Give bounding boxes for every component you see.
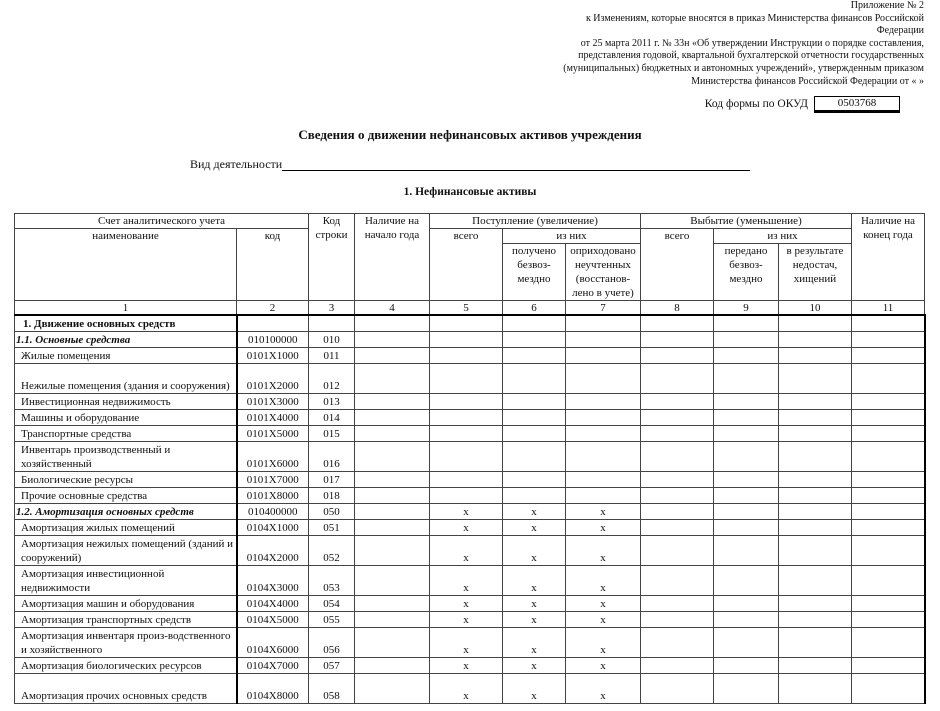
row-line-code: 012 [309, 364, 355, 394]
cell-increase-total[interactable]: х [430, 596, 503, 612]
cell-decrease-total[interactable] [641, 520, 714, 536]
table-row [15, 364, 925, 394]
header-unaccounted: оприходовано неучтенных (восстанов-лено в учете) [566, 244, 641, 301]
row-account-code: 010100000 [237, 332, 309, 348]
cell-end-balance[interactable] [852, 364, 925, 394]
cell-transferred-free[interactable] [714, 658, 779, 674]
cell-start-balance[interactable] [355, 332, 430, 348]
cell-increase-total[interactable] [430, 315, 503, 332]
cell-start-balance[interactable] [355, 442, 430, 472]
cell-shortages[interactable] [779, 488, 852, 504]
table-row [15, 612, 925, 628]
cell-received-free[interactable]: х [503, 674, 566, 704]
table-row [15, 596, 925, 612]
column-number: 9 [714, 301, 779, 316]
cell-increase-total[interactable] [430, 442, 503, 472]
column-numbers-row [15, 301, 925, 316]
cell-shortages[interactable] [779, 658, 852, 674]
row-name: 1.1. Основные средства [15, 332, 237, 348]
cell-increase-total[interactable]: х [430, 566, 503, 596]
row-name: Инвентарь производственный и хозяйственный [15, 442, 237, 472]
cell-shortages[interactable] [779, 364, 852, 394]
cell-shortages[interactable] [779, 612, 852, 628]
cell-start-balance[interactable] [355, 394, 430, 410]
cell-end-balance[interactable] [852, 596, 925, 612]
header-decrease: Выбытие (уменьшение) [641, 214, 852, 229]
cell-transferred-free[interactable] [714, 348, 779, 364]
table-row [15, 536, 925, 566]
header-increase-of-which: из них [503, 229, 641, 244]
cell-decrease-total[interactable] [641, 315, 714, 332]
header-increase: Поступление (увеличение) [430, 214, 641, 229]
cell-decrease-total[interactable] [641, 410, 714, 426]
cell-received-free[interactable] [503, 442, 566, 472]
cell-received-free[interactable]: х [503, 520, 566, 536]
header-line: к Изменениям, которые вносятся в приказ Министерства финансов Российской [585, 12, 924, 24]
cell-decrease-total[interactable] [641, 504, 714, 520]
row-account-code: 0101Х8000 [237, 488, 309, 504]
cell-received-free[interactable]: х [503, 504, 566, 520]
table-row [15, 348, 925, 364]
cell-end-balance[interactable] [852, 426, 925, 442]
cell-decrease-total[interactable] [641, 426, 714, 442]
cell-start-balance[interactable] [355, 628, 430, 658]
row-name: 1.2. Амортизация основных средств [15, 504, 237, 520]
cell-increase-total[interactable]: х [430, 536, 503, 566]
table-row [15, 442, 925, 472]
table-row [15, 566, 925, 596]
cell-unaccounted[interactable]: х [566, 566, 641, 596]
cell-shortages[interactable] [779, 332, 852, 348]
cell-start-balance[interactable] [355, 504, 430, 520]
cell-shortages[interactable] [779, 520, 852, 536]
cell-end-balance[interactable] [852, 520, 925, 536]
cell-decrease-total[interactable] [641, 442, 714, 472]
row-account-code: 0101Х3000 [237, 394, 309, 410]
row-line-code: 010 [309, 332, 355, 348]
cell-shortages[interactable] [779, 536, 852, 566]
cell-increase-total[interactable] [430, 472, 503, 488]
cell-start-balance[interactable] [355, 348, 430, 364]
okud-row [705, 97, 900, 111]
cell-unaccounted[interactable]: х [566, 674, 641, 704]
row-line-code: 013 [309, 394, 355, 410]
row-line-code [309, 315, 355, 332]
row-name: Амортизация нежилых помещений (зданий и сооружений) [15, 536, 237, 566]
cell-unaccounted[interactable]: х [566, 536, 641, 566]
row-account-code: 0101Х5000 [237, 426, 309, 442]
row-line-code: 050 [309, 504, 355, 520]
row-account-code: 0104Х2000 [237, 536, 309, 566]
row-account-code: 0104Х1000 [237, 520, 309, 536]
cell-transferred-free[interactable] [714, 394, 779, 410]
row-account-code: 0104Х6000 [237, 628, 309, 658]
cell-unaccounted[interactable]: х [566, 504, 641, 520]
cell-received-free[interactable] [503, 315, 566, 332]
cell-unaccounted[interactable] [566, 442, 641, 472]
cell-transferred-free[interactable] [714, 332, 779, 348]
cell-end-balance[interactable] [852, 566, 925, 596]
table-body [15, 315, 925, 704]
cell-decrease-total[interactable] [641, 394, 714, 410]
column-number: 7 [566, 301, 641, 316]
table-row [15, 315, 925, 332]
column-number: 4 [355, 301, 430, 316]
cell-transferred-free[interactable] [714, 472, 779, 488]
cell-unaccounted[interactable] [566, 315, 641, 332]
row-name: Прочие основные средства [15, 488, 237, 504]
header-name: наименование [15, 229, 237, 301]
table-row [15, 520, 925, 536]
cell-start-balance[interactable] [355, 612, 430, 628]
cell-transferred-free[interactable] [714, 520, 779, 536]
cell-unaccounted[interactable]: х [566, 658, 641, 674]
table-row [15, 426, 925, 442]
nonfinancial-assets-table [14, 213, 926, 704]
column-number: 2 [237, 301, 309, 316]
row-line-code: 052 [309, 536, 355, 566]
row-name: Транспортные средства [15, 426, 237, 442]
row-line-code: 056 [309, 628, 355, 658]
okud-code-field[interactable]: 0503768 [814, 96, 900, 113]
row-line-code: 011 [309, 348, 355, 364]
row-line-code: 058 [309, 674, 355, 704]
cell-end-balance[interactable] [852, 488, 925, 504]
row-line-code: 057 [309, 658, 355, 674]
cell-shortages[interactable] [779, 504, 852, 520]
table-row [15, 332, 925, 348]
cell-unaccounted[interactable] [566, 332, 641, 348]
cell-unaccounted[interactable] [566, 394, 641, 410]
column-number: 1 [15, 301, 237, 316]
cell-start-balance[interactable] [355, 596, 430, 612]
cell-unaccounted[interactable] [566, 364, 641, 394]
row-name: Амортизация жилых помещений [15, 520, 237, 536]
cell-transferred-free[interactable] [714, 488, 779, 504]
row-line-code: 051 [309, 520, 355, 536]
row-name: Амортизация биологических ресурсов [15, 658, 237, 674]
column-number: 3 [309, 301, 355, 316]
row-account-code: 0104Х5000 [237, 612, 309, 628]
cell-transferred-free[interactable] [714, 315, 779, 332]
cell-unaccounted[interactable]: х [566, 596, 641, 612]
cell-received-free[interactable]: х [503, 612, 566, 628]
cell-end-balance[interactable] [852, 504, 925, 520]
cell-start-balance[interactable] [355, 674, 430, 704]
table-row [15, 628, 925, 658]
header-increase-total: всего [430, 229, 503, 301]
row-account-code: 0104Х4000 [237, 596, 309, 612]
cell-increase-total[interactable]: х [430, 612, 503, 628]
cell-increase-total[interactable] [430, 348, 503, 364]
cell-shortages[interactable] [779, 472, 852, 488]
row-account-code: 0101Х6000 [237, 442, 309, 472]
row-name: Машины и оборудование [15, 410, 237, 426]
row-account-code: 0101Х1000 [237, 348, 309, 364]
cell-increase-total[interactable] [430, 364, 503, 394]
cell-increase-total[interactable] [430, 488, 503, 504]
cell-decrease-total[interactable] [641, 628, 714, 658]
header-line: Приложение № 2 [850, 0, 924, 11]
cell-end-balance[interactable] [852, 394, 925, 410]
cell-decrease-total[interactable] [641, 332, 714, 348]
cell-received-free[interactable]: х [503, 628, 566, 658]
cell-received-free[interactable]: х [503, 596, 566, 612]
row-account-code: 0101Х2000 [237, 364, 309, 394]
cell-decrease-total[interactable] [641, 364, 714, 394]
header-line-code: Код строки [309, 214, 355, 301]
cell-end-balance[interactable] [852, 472, 925, 488]
cell-end-balance[interactable] [852, 658, 925, 674]
cell-decrease-total[interactable] [641, 472, 714, 488]
cell-increase-total[interactable]: х [430, 504, 503, 520]
cell-transferred-free[interactable] [714, 442, 779, 472]
table-row [15, 394, 925, 410]
cell-start-balance[interactable] [355, 410, 430, 426]
table-row [15, 504, 925, 520]
cell-end-balance[interactable] [852, 332, 925, 348]
cell-received-free[interactable] [503, 364, 566, 394]
cell-unaccounted[interactable] [566, 488, 641, 504]
cell-shortages[interactable] [779, 566, 852, 596]
row-name: Жилые помещения [15, 348, 237, 364]
cell-transferred-free[interactable] [714, 364, 779, 394]
cell-shortages[interactable] [779, 596, 852, 612]
cell-start-balance[interactable] [355, 566, 430, 596]
header-line: Министерства финансов Российской Федерации от « » [691, 75, 924, 87]
header-account: Счет аналитического учета [15, 214, 309, 229]
cell-transferred-free[interactable] [714, 566, 779, 596]
row-line-code: 054 [309, 596, 355, 612]
row-line-code: 055 [309, 612, 355, 628]
header-start-balance: Наличие на начало года [355, 214, 430, 301]
cell-shortages[interactable] [779, 674, 852, 704]
row-line-code: 018 [309, 488, 355, 504]
cell-unaccounted[interactable] [566, 410, 641, 426]
cell-unaccounted[interactable] [566, 348, 641, 364]
cell-end-balance[interactable] [852, 674, 925, 704]
cell-decrease-total[interactable] [641, 536, 714, 566]
row-line-code: 016 [309, 442, 355, 472]
cell-decrease-total[interactable] [641, 566, 714, 596]
cell-increase-total[interactable]: х [430, 520, 503, 536]
table-row [15, 488, 925, 504]
cell-unaccounted[interactable]: х [566, 612, 641, 628]
row-line-code: 053 [309, 566, 355, 596]
cell-increase-total[interactable]: х [430, 628, 503, 658]
cell-decrease-total[interactable] [641, 596, 714, 612]
cell-received-free[interactable] [503, 488, 566, 504]
okud-label: Код формы по ОКУД [704, 98, 808, 110]
cell-end-balance[interactable] [852, 628, 925, 658]
cell-end-balance[interactable] [852, 536, 925, 566]
cell-received-free[interactable] [503, 426, 566, 442]
cell-start-balance[interactable] [355, 315, 430, 332]
header-line: представления годовой, квартальной бухгалтерской отчетности государственных [578, 50, 924, 62]
cell-start-balance[interactable] [355, 488, 430, 504]
header-line: Федерации [876, 25, 924, 37]
cell-received-free[interactable]: х [503, 658, 566, 674]
cell-increase-total[interactable] [430, 394, 503, 410]
cell-unaccounted[interactable] [566, 426, 641, 442]
column-number: 5 [430, 301, 503, 316]
cell-unaccounted[interactable] [566, 472, 641, 488]
row-name: Нежилые помещения (здания и сооружения) [15, 364, 237, 394]
row-account-code: 0104Х7000 [237, 658, 309, 674]
cell-received-free[interactable] [503, 332, 566, 348]
cell-end-balance[interactable] [852, 410, 925, 426]
activity-input-line[interactable] [282, 170, 750, 171]
row-line-code: 015 [309, 426, 355, 442]
cell-end-balance[interactable] [852, 315, 925, 332]
cell-transferred-free[interactable] [714, 536, 779, 566]
cell-received-free[interactable] [503, 472, 566, 488]
row-account-code: 010400000 [237, 504, 309, 520]
row-name: Амортизация прочих основных средств [15, 674, 237, 704]
cell-received-free[interactable] [503, 410, 566, 426]
cell-shortages[interactable] [779, 348, 852, 364]
cell-start-balance[interactable] [355, 536, 430, 566]
cell-shortages[interactable] [779, 315, 852, 332]
cell-decrease-total[interactable] [641, 488, 714, 504]
table-row [15, 658, 925, 674]
cell-received-free[interactable]: х [503, 536, 566, 566]
cell-increase-total[interactable] [430, 426, 503, 442]
row-name: Биологические ресурсы [15, 472, 237, 488]
cell-start-balance[interactable] [355, 472, 430, 488]
table-row [15, 410, 925, 426]
cell-decrease-total[interactable] [641, 612, 714, 628]
header-shortages: в результате недостач, хищений [779, 244, 852, 301]
cell-start-balance[interactable] [355, 364, 430, 394]
cell-shortages[interactable] [779, 410, 852, 426]
row-name: Амортизация транспортных средств [15, 612, 237, 628]
cell-increase-total[interactable] [430, 332, 503, 348]
cell-unaccounted[interactable]: х [566, 628, 641, 658]
table-row [15, 472, 925, 488]
column-number: 10 [779, 301, 852, 316]
row-account-code: 0101Х4000 [237, 410, 309, 426]
column-number: 8 [641, 301, 714, 316]
cell-unaccounted[interactable]: х [566, 520, 641, 536]
cell-transferred-free[interactable] [714, 410, 779, 426]
row-account-code [237, 315, 309, 332]
header-decrease-total: всего [641, 229, 714, 301]
cell-end-balance[interactable] [852, 442, 925, 472]
cell-transferred-free[interactable] [714, 674, 779, 704]
row-name: Амортизация машин и оборудования [15, 596, 237, 612]
activity-label: Вид деятельности [190, 157, 283, 171]
header-decrease-of-which: из них [714, 229, 852, 244]
cell-shortages[interactable] [779, 628, 852, 658]
row-account-code: 0104Х8000 [237, 674, 309, 704]
column-number: 6 [503, 301, 566, 316]
header-transferred-free: передано безвоз-мездно [714, 244, 779, 301]
row-name: 1. Движение основных средств [15, 315, 237, 332]
row-account-code: 0104Х3000 [237, 566, 309, 596]
header-line: от 25 марта 2011 г. № 33н «Об утверждении Инструкции о порядке составления, [580, 37, 924, 49]
order-reference-header [534, 0, 924, 88]
cell-start-balance[interactable] [355, 426, 430, 442]
cell-end-balance[interactable] [852, 348, 925, 364]
cell-transferred-free[interactable] [714, 628, 779, 658]
header-end-balance: Наличие на конец года [852, 214, 925, 301]
cell-decrease-total[interactable] [641, 658, 714, 674]
cell-increase-total[interactable]: х [430, 658, 503, 674]
row-name: Амортизация инвентаря произ-водственного и хозяйственного [15, 628, 237, 658]
cell-transferred-free[interactable] [714, 504, 779, 520]
cell-received-free[interactable] [503, 348, 566, 364]
cell-transferred-free[interactable] [714, 612, 779, 628]
header-received-free: получено безвоз-мездно [503, 244, 566, 301]
cell-shortages[interactable] [779, 442, 852, 472]
document-title: Сведения о движении нефинансовых активов учреждения [298, 127, 642, 142]
cell-decrease-total[interactable] [641, 674, 714, 704]
cell-received-free[interactable] [503, 394, 566, 410]
header-code: код [237, 229, 309, 301]
row-line-code: 014 [309, 410, 355, 426]
cell-shortages[interactable] [779, 426, 852, 442]
row-account-code: 0101Х7000 [237, 472, 309, 488]
cell-shortages[interactable] [779, 394, 852, 410]
cell-start-balance[interactable] [355, 520, 430, 536]
cell-start-balance[interactable] [355, 658, 430, 674]
cell-increase-total[interactable] [430, 410, 503, 426]
row-name: Амортизация инвестиционной недвижимости [15, 566, 237, 596]
cell-transferred-free[interactable] [714, 596, 779, 612]
row-line-code: 017 [309, 472, 355, 488]
cell-increase-total[interactable]: х [430, 674, 503, 704]
cell-transferred-free[interactable] [714, 426, 779, 442]
cell-end-balance[interactable] [852, 612, 925, 628]
cell-decrease-total[interactable] [641, 348, 714, 364]
row-name: Инвестиционная недвижимость [15, 394, 237, 410]
cell-received-free[interactable]: х [503, 566, 566, 596]
column-number: 11 [852, 301, 925, 316]
table-row [15, 674, 925, 704]
section-title: 1. Нефинансовые активы [403, 186, 537, 198]
header-line: (муниципальных) бюджетных и автономных учреждений», утвержденным приказом [563, 62, 924, 74]
